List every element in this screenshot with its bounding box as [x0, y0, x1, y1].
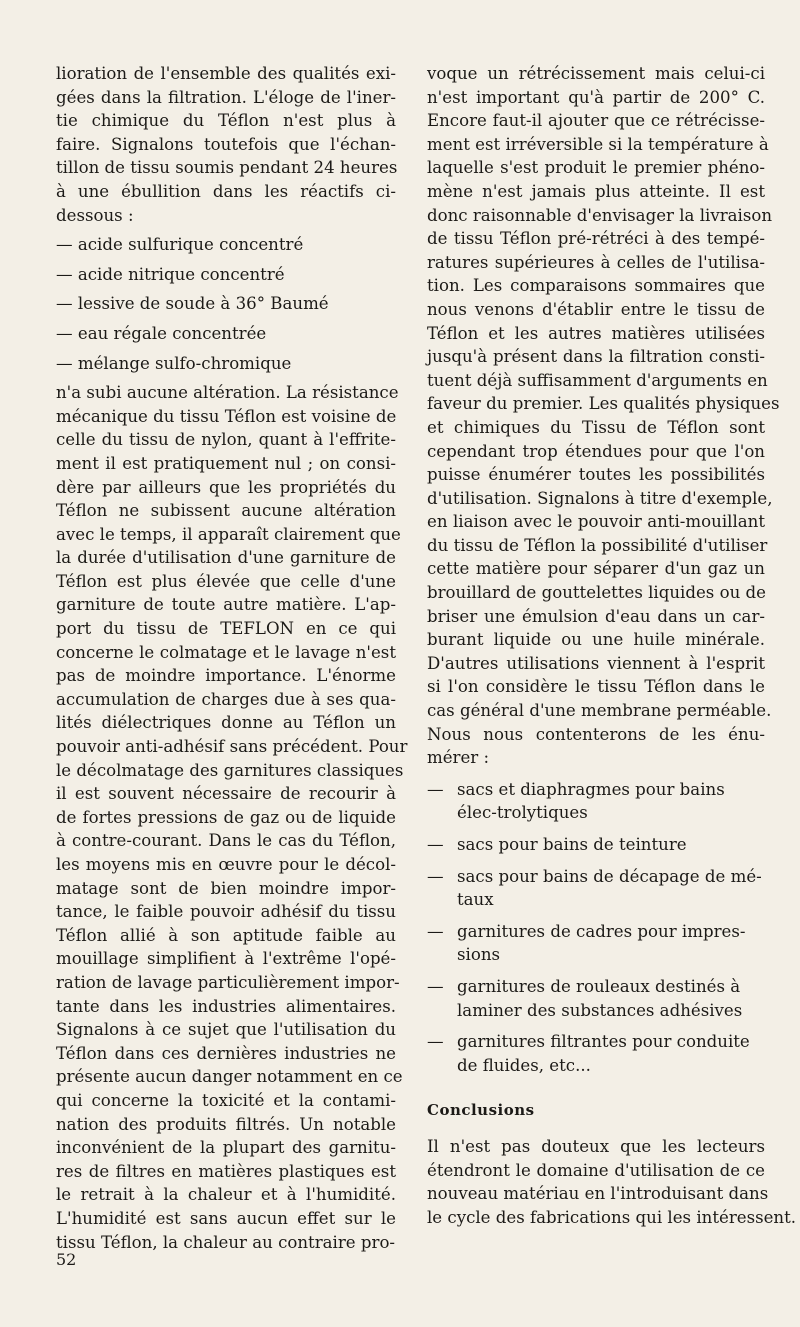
- text-line: ratures supérieures à celles de l'utilisa-: [427, 252, 765, 272]
- text-line: nation des produits filtrés. Un notable: [56, 1114, 396, 1134]
- dash-marker: —: [427, 976, 444, 996]
- text-line: garniture de toute autre matière. L'ap-: [56, 595, 396, 615]
- text-line: ment est irréversible si la température à: [427, 134, 769, 154]
- text-line: Nous nous contenterons de les énu-: [427, 724, 765, 744]
- text-line: faveur du premier. Les qualités physiques: [427, 394, 780, 414]
- text-line: il est souvent nécessaire de recourir à: [56, 784, 396, 804]
- text-line: pouvoir anti-adhésif sans précédent. Pour: [56, 737, 408, 757]
- text-line: donc raisonnable d'envisager la livraison: [427, 205, 773, 225]
- text-line: dessous :: [56, 205, 134, 225]
- list-item: [427, 1030, 765, 1077]
- text-line: L'humidité est sans aucun effet sur le: [56, 1208, 396, 1228]
- dash-marker: —: [427, 921, 444, 941]
- text-line: qui concerne la toxicité et la contami-: [56, 1090, 396, 1110]
- dash-marker: —: [427, 835, 444, 854]
- list-item: [56, 352, 396, 376]
- text-line: d'utilisation. Signalons à titre d'exemple,: [427, 488, 773, 508]
- text-line: gées dans la filtration. L'éloge de l'iner-: [56, 87, 396, 107]
- text-line: faire. Signalons toutefois que l'échan-: [56, 134, 396, 154]
- list-item-text: garnitures de rouleaux destinés à laminer des substances adhésives: [457, 976, 743, 1020]
- text-line: le retrait à la chaleur et à l'humidité.: [56, 1185, 396, 1205]
- list-item-text: eau régale concentrée: [77, 323, 267, 343]
- text-line: tie chimique du Téflon n'est plus à: [56, 111, 396, 131]
- text-line: présente aucun danger notamment en ce: [56, 1067, 403, 1087]
- text-line: mécanique du tissu Téflon est voisine de: [56, 406, 397, 426]
- text-line: n'a subi aucune altération. La résistance: [56, 383, 399, 403]
- text-line: lioration de l'ensemble des qualités exi-: [56, 64, 396, 83]
- text-line: burant liquide ou une huile minérale.: [427, 630, 765, 650]
- text-line: laquelle s'est produit le premier phéno-: [427, 158, 765, 178]
- text-line: mouillage simplifient à l'extrême l'opé-: [56, 949, 396, 969]
- text-line: Encore faut-il ajouter que ce rétrécisse-: [427, 111, 765, 131]
- dash-marker: —: [56, 353, 73, 373]
- text-line: celle du tissu de nylon, quant à l'effrite-: [56, 430, 396, 450]
- text-line: brouillard de gouttelettes liquides ou de: [427, 583, 766, 603]
- list-item: [427, 975, 765, 1022]
- text-line: ment il est pratiquement nul ; on consi-: [56, 453, 396, 473]
- text-line: Il n'est pas douteux que les lecteurs: [427, 1136, 765, 1156]
- text-line: inconvénient de la plupart des garnitu-: [56, 1138, 396, 1158]
- text-line: Téflon dans ces dernières industries ne: [56, 1043, 396, 1063]
- right-body-paragraph: [427, 62, 780, 770]
- list-item-text: mélange sulfo-chromique: [77, 353, 292, 373]
- text-line: tuent déjà suffisamment d'arguments en: [427, 370, 768, 390]
- text-line: à une ébullition dans les réactifs ci-: [56, 181, 396, 201]
- list-item: [427, 865, 765, 912]
- text-line: concerne le colmatage et le lavage n'est: [56, 642, 396, 662]
- text-line: lités diélectriques donne au Téflon un: [56, 713, 396, 733]
- text-line: Téflon et les autres matières utilisées: [427, 323, 765, 343]
- text-line: nous venons d'établir entre le tissu de: [427, 299, 765, 319]
- left-intro-paragraph: [56, 62, 396, 227]
- text-line: tillon de tissu soumis pendant 24 heures: [56, 158, 398, 178]
- text-line: res de filtres en matières plastiques est: [56, 1161, 396, 1181]
- list-item-text: lessive de soude à 36° Baumé: [77, 294, 329, 314]
- dash-marker: —: [56, 294, 73, 314]
- text-line: tante dans les industries alimentaires.: [56, 996, 396, 1016]
- list-item: [427, 833, 765, 857]
- text-line: Signalons à ce sujet que l'utilisation du: [56, 1020, 396, 1040]
- text-line: matage sont de bien moindre impor-: [56, 878, 396, 898]
- list-item: [56, 263, 396, 287]
- text-line: D'autres utilisations viennent à l'esprit: [427, 653, 765, 673]
- dash-marker: —: [56, 323, 73, 343]
- text-line: en liaison avec le pouvoir anti-mouillant: [427, 512, 765, 532]
- text-line: tance, le faible pouvoir adhésif du tissu: [56, 902, 396, 922]
- text-line: et chimiques du Tissu de Téflon sont: [427, 417, 765, 437]
- text-line: Téflon allié à son aptitude faible au: [56, 925, 396, 945]
- text-line: du tissu de Téflon la possibilité d'utiliser: [427, 535, 768, 555]
- text-line: ration de lavage particulièrement impor-: [56, 972, 400, 992]
- text-line: de fortes pressions de gaz ou de liquide: [56, 807, 396, 827]
- text-line: jusqu'à présent dans la filtration consti-: [427, 347, 765, 367]
- text-line: mérer :: [427, 748, 490, 768]
- list-item: [56, 292, 396, 316]
- conclusion-paragraph: [427, 1135, 797, 1229]
- list-item-text: sacs pour bains de teinture: [457, 835, 687, 854]
- text-line: à contre-courant. Dans le cas du Téflon,: [56, 831, 396, 851]
- text-line: briser une émulsion d'eau dans un car-: [427, 606, 765, 626]
- list-item-text: garnitures de cadres pour impres-sions: [457, 921, 746, 965]
- text-line: cependant trop étendues pour que l'on: [427, 441, 765, 461]
- text-line: la durée d'utilisation d'une garniture de: [56, 548, 396, 568]
- right-column: [427, 62, 797, 1229]
- list-item-text: acide nitrique concentré: [77, 264, 285, 284]
- text-line: le décolmatage des garnitures classiques: [56, 760, 404, 780]
- text-line: tion. Les comparaisons sommaires que: [427, 276, 765, 296]
- dash-marker: —: [427, 779, 444, 799]
- text-line: avec le temps, il apparaît clairement que: [56, 524, 401, 544]
- list-item: [427, 920, 765, 967]
- dash-marker: —: [427, 866, 444, 886]
- text-line: port du tissu de TEFLON en ce qui: [56, 619, 396, 639]
- page-number: 52: [56, 1250, 77, 1269]
- list-item-text: acide sulfurique concentré: [77, 235, 304, 255]
- text-line: nouveau matériau en l'introduisant dans: [427, 1184, 769, 1204]
- reagent-list: [56, 233, 396, 375]
- list-item: [56, 233, 396, 257]
- list-item-text: garnitures filtrantes pour conduite de fluides, etc...: [457, 1032, 750, 1075]
- left-column: [56, 62, 408, 1254]
- text-line: pas de moindre importance. L'énorme: [56, 666, 396, 686]
- conclusion-heading: Conclusions: [427, 1101, 535, 1120]
- dash-marker: —: [56, 235, 73, 255]
- list-item: [427, 778, 765, 825]
- text-line: si l'on considère le tissu Téflon dans le: [427, 677, 765, 697]
- list-item: [56, 322, 396, 346]
- list-item-text: sacs et diaphragmes pour bains élec-trolytiques: [457, 779, 725, 823]
- left-body-paragraph: [56, 381, 408, 1254]
- text-line: voque un rétrécissement mais celui-ci: [427, 64, 765, 83]
- uses-list: [427, 778, 765, 1078]
- text-line: étendront le domaine d'utilisation de ce: [427, 1160, 765, 1180]
- text-line: de tissu Téflon pré-rétréci à des tempé-: [427, 229, 765, 249]
- dash-marker: —: [427, 1032, 444, 1052]
- text-line: Téflon est plus élevée que celle d'une: [56, 571, 396, 591]
- text-line: accumulation de charges due à ses qua-: [56, 689, 396, 709]
- text-line: le cycle des fabrications qui les intéressent.: [427, 1207, 797, 1227]
- text-line: cas général d'une membrane perméable.: [427, 701, 772, 721]
- text-line: mène n'est jamais plus atteinte. Il est: [427, 181, 765, 201]
- text-line: cette matière pour séparer d'un gaz un: [427, 559, 765, 579]
- dash-marker: —: [56, 264, 73, 284]
- text-line: les moyens mis en œuvre pour le décol-: [56, 855, 396, 874]
- text-line: dère par ailleurs que les propriétés du: [56, 477, 396, 497]
- text-line: tissu Téflon, la chaleur au contraire pro-: [56, 1232, 396, 1252]
- list-item-text: sacs pour bains de décapage de mé-taux: [457, 866, 762, 910]
- text-line: Téflon ne subissent aucune altération: [56, 501, 396, 521]
- text-line: n'est important qu'à partir de 200° C.: [427, 87, 765, 107]
- text-line: puisse énumérer toutes les possibilités: [427, 465, 765, 485]
